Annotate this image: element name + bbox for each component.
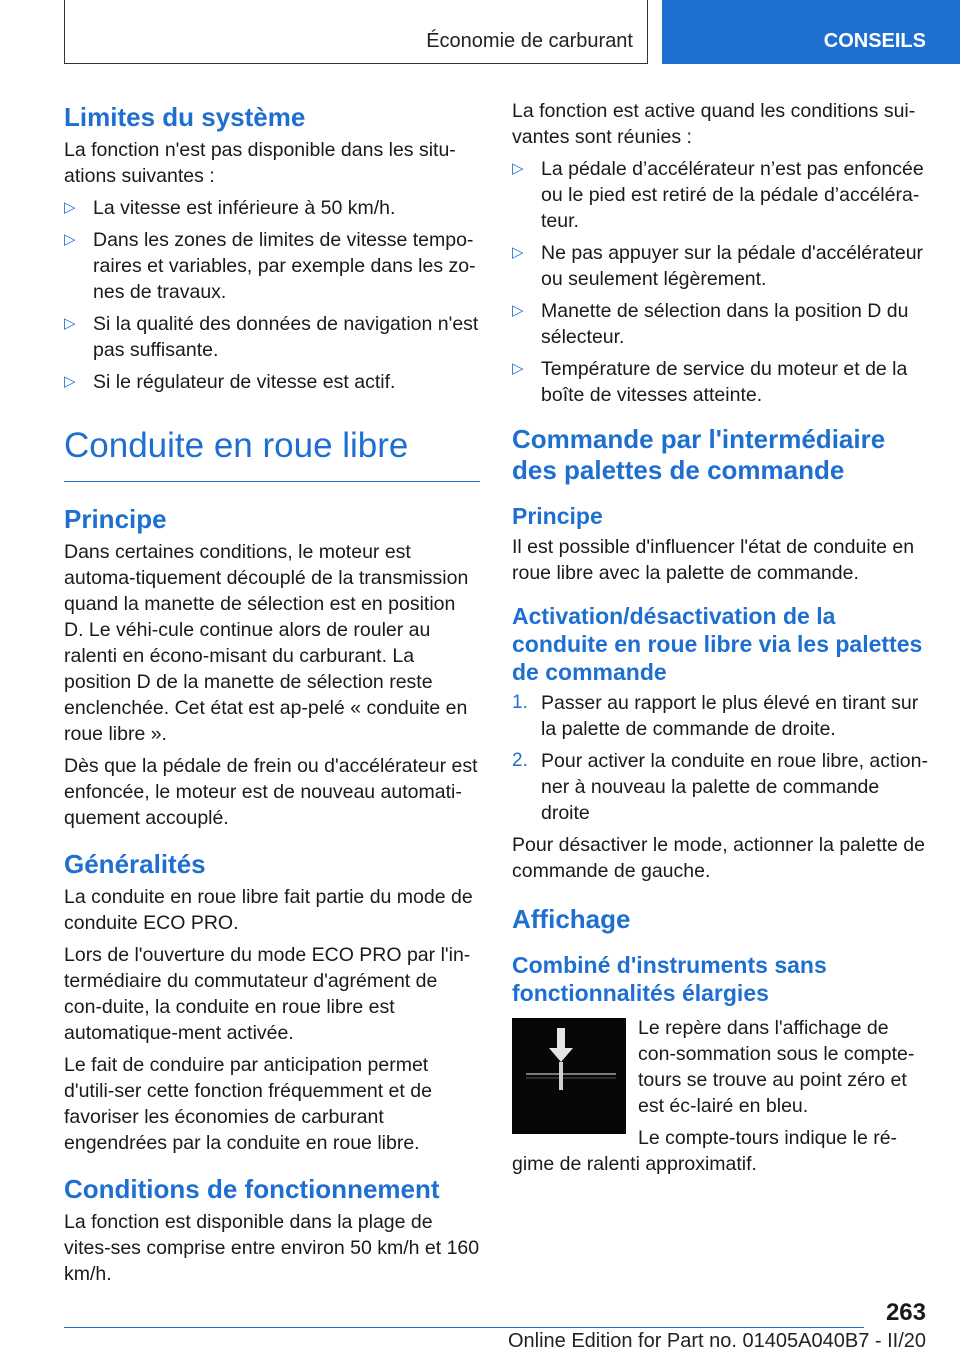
conditions-list [512, 156, 928, 408]
left-column [64, 98, 480, 1293]
heading-activation: Activation/désactivation de la conduite en roue libre via les palettes de commande [512, 603, 923, 685]
heading-principe-right: Principe [512, 503, 603, 529]
header-section-tab [662, 0, 960, 64]
triangle-bullet-icon: ▷ [64, 315, 76, 332]
paragraph: Pour désactiver le mode, actionner la palette de commande de gauche. [512, 834, 925, 882]
list-item: ▷ La pédale d’accélérateur n’est pas enfoncée ou le pied est retiré de la pédale d’accéléra-teur. [512, 158, 924, 232]
list-item: ▷ La vitesse est inférieure à 50 km/h. [64, 197, 396, 219]
paragraph: La fonction n'est pas disponible dans les situ-ations suivantes : [64, 139, 456, 187]
heading-generalites: Généralités [64, 849, 206, 879]
paragraph: Le repère dans l'affichage de con-sommation sous le compte-tours se trouve au point zéro et est éc-lairé en bleu. [638, 1017, 915, 1117]
paragraph: Lors de l'ouverture du mode ECO PRO par l'in-termédiaire du commutateur d'agrément de con-duite, la conduite en roue libre est automatique-ment activée. [64, 944, 471, 1044]
footer-rule [64, 1327, 864, 1328]
heading-combine: Combiné d'instruments sans fonctionnalités élargies [512, 952, 827, 1006]
triangle-bullet-icon: ▷ [512, 302, 524, 319]
triangle-bullet-icon: ▷ [64, 373, 76, 390]
paragraph: La fonction est active quand les conditions sui-vantes sont réunies : [512, 100, 916, 148]
step-item: 1. Passer au rapport le plus élevé en tirant sur la palette de commande de droite. [512, 692, 919, 740]
heading-limits: Limites du système [64, 102, 306, 132]
paragraph: La conduite en roue libre fait partie du mode de conduite ECO PRO. [64, 886, 473, 934]
paragraph: Le compte-tours indique le ré-gime de ralenti approximatif. [512, 1127, 898, 1175]
list-item: ▷ Température de service du moteur et de la boîte de vitesses atteinte. [512, 358, 908, 406]
paragraph: Dans certaines conditions, le moteur est automa-tiquement découplé de la transmission quand la manette de sélection est en position D. Le véhi-cule continue alors de rouler au ralenti en écono-misant du carburant. La position D de la manette de sélection reste enclenchée. Cet état est ap-pelé « conduite en roue libre ». [64, 541, 469, 745]
triangle-bullet-icon: ▷ [512, 360, 524, 377]
list-item: ▷ Si le régulateur de vitesse est actif. [64, 371, 396, 393]
list-item: ▷ Ne pas appuyer sur la pédale d'accélérateur ou seulement légèrement. [512, 242, 924, 290]
heading-principe: Principe [64, 504, 167, 534]
triangle-bullet-icon: ▷ [64, 199, 76, 216]
paragraph: La fonction est disponible dans la plage de vites-ses comprise entre environ 50 km/h et 160 km/h. [64, 1211, 480, 1285]
steps-list [512, 690, 928, 826]
paragraph: Il est possible d'influencer l'état de conduite en roue libre avec la palette de commande. [512, 536, 915, 584]
header-chapter: Économie de carburant [426, 30, 633, 52]
triangle-bullet-icon: ▷ [64, 231, 76, 248]
triangle-bullet-icon: ▷ [512, 244, 524, 261]
header-chapter-box [64, 0, 648, 64]
paragraph: Le fait de conduire par anticipation permet d'utili-ser cette fonction fréquemment et de favoriser les économies de carburant engendrées par la conduite en roue libre. [64, 1054, 432, 1154]
header-section: CONSEILS [823, 30, 926, 52]
limits-list [64, 195, 480, 395]
paragraph: Dès que la pédale de frein ou d'accélérateur est enfoncée, le moteur est de nouveau automati-quement accouplé. [64, 755, 478, 829]
heading-affichage: Affichage [512, 904, 631, 934]
display-section [512, 1015, 928, 1177]
heading-conditions: Conditions de fonctionnement [64, 1174, 440, 1204]
edition-line: Online Edition for Part no. 01405A040B7 - II/20 [507, 1330, 926, 1352]
triangle-bullet-icon: ▷ [512, 160, 524, 177]
list-item: ▷ Manette de sélection dans la position D du sélecteur. [512, 300, 909, 348]
list-item: ▷ Dans les zones de limites de vitesse tempo-raires et variables, par exemple dans les zo-nes de travaux. [64, 229, 476, 303]
coasting-display-image [512, 1018, 626, 1134]
arrow-down-icon [512, 1018, 626, 1134]
step-item: 2. Pour activer la conduite en roue libre, action-ner à nouveau la palette de commande droite [512, 750, 928, 824]
right-column [512, 98, 928, 1183]
heading-commande: Commande par l'intermédiaire des palettes de commande [512, 424, 886, 485]
page-number: 263 [885, 1299, 926, 1326]
list-item: ▷ Si la qualité des données de navigation n'est pas suffisante. [64, 313, 479, 361]
chapter-title: Conduite en roue libre [64, 425, 480, 482]
